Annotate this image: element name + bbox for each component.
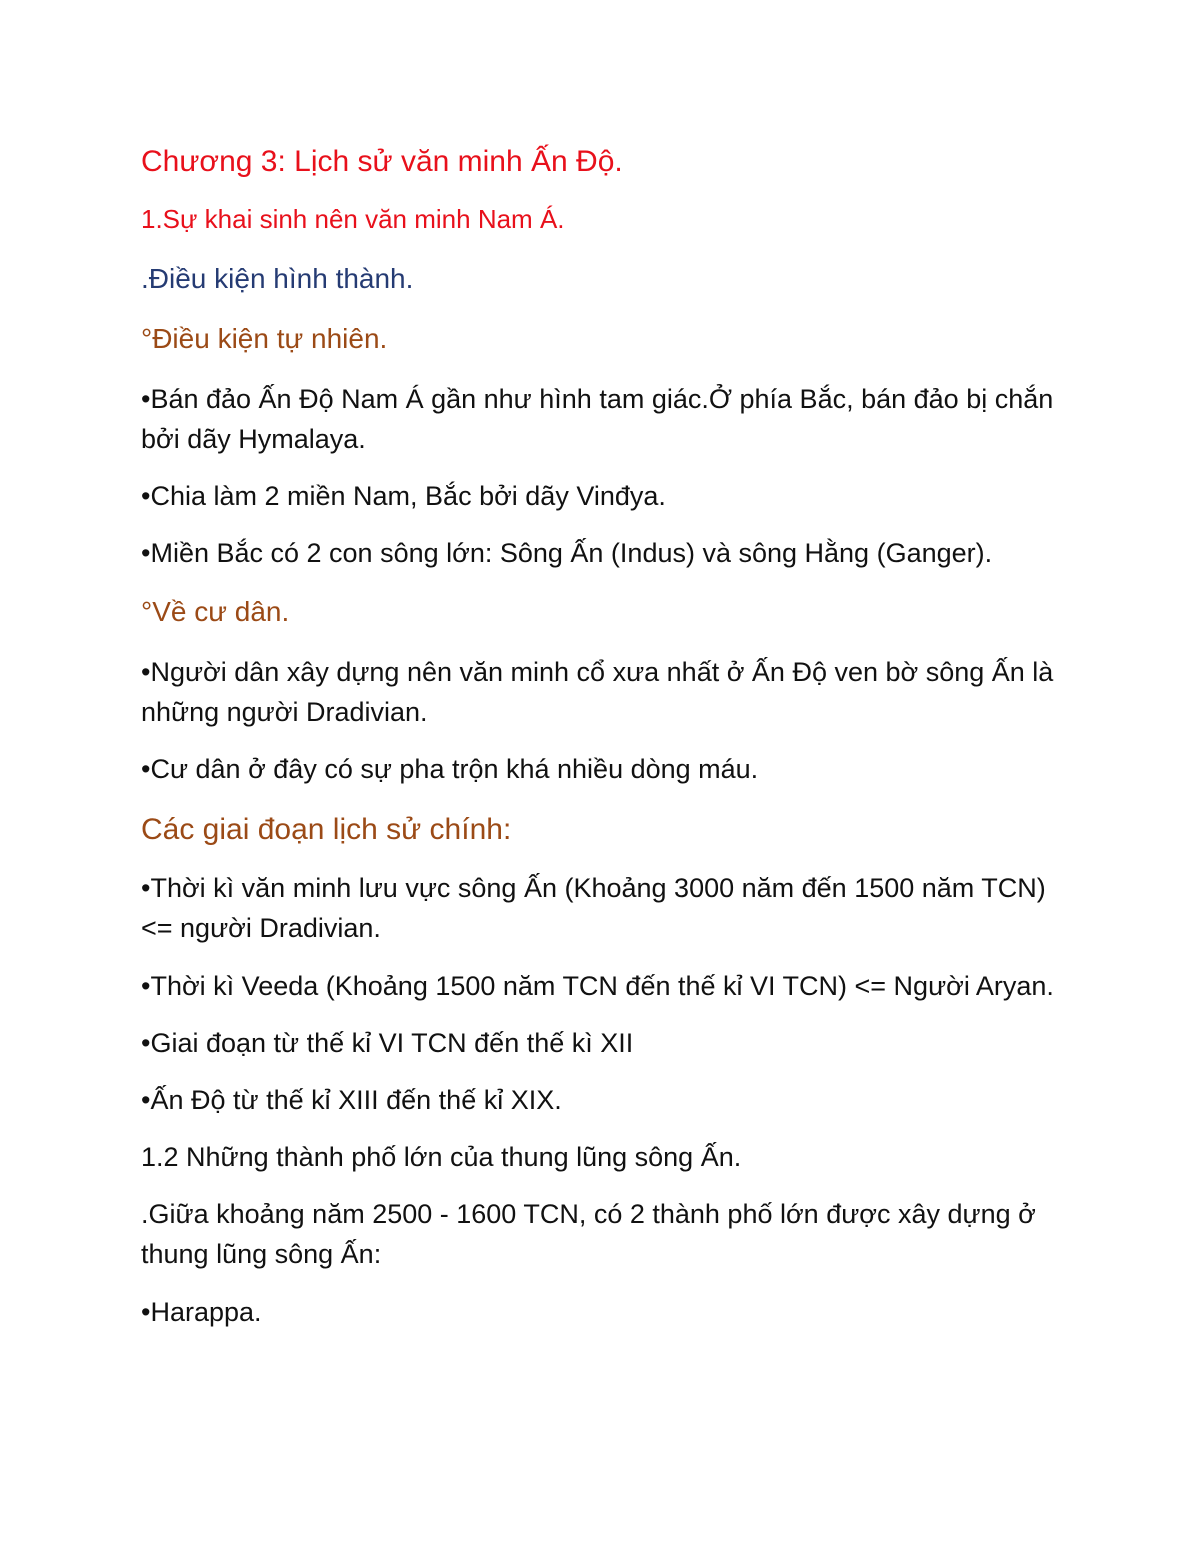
natural-point-2: •Chia làm 2 miền Nam, Bắc bởi dãy Vinđya. — [141, 481, 666, 511]
document-page — [141, 140, 1061, 1332]
periods-heading: Các giai đoạn lịch sử chính: — [141, 813, 512, 846]
period-point-3: •Giai đoạn từ thế kỉ VI TCN đến thế kì XII — [141, 1028, 634, 1058]
population-point-2: •Cư dân ở đây có sự pha trộn khá nhiều dòng máu. — [141, 754, 759, 784]
natural-point-1: •Bán đảo Ấn Độ Nam Á gần như hình tam giác.Ở phía Bắc, bán đảo bị chắn bởi dãy Hymalaya. — [141, 384, 1054, 454]
conditions-heading: .Điều kiện hình thành. — [141, 263, 414, 294]
section-1-2-heading: 1.2 Những thành phố lớn của thung lũng sông Ấn. — [141, 1142, 742, 1172]
section-1-heading: 1.Sự khai sinh nên văn minh Nam Á. — [141, 204, 565, 234]
period-point-1: •Thời kì văn minh lưu vực sông Ấn (Khoảng 3000 năm đến 1500 năm TCN) <= người Dradivian. — [141, 873, 1046, 943]
natural-conditions-heading: °Điều kiện tự nhiên. — [141, 323, 388, 354]
population-heading: °Về cư dân. — [141, 596, 290, 627]
population-point-1: •Người dân xây dựng nên văn minh cổ xưa nhất ở Ấn Độ ven bờ sông Ấn là những người Dradivian. — [141, 657, 1054, 727]
chapter-title: Chương 3: Lịch sử văn minh Ấn Độ. — [141, 145, 623, 178]
period-point-4: •Ấn Độ từ thế kỉ XIII đến thế kỉ XIX. — [141, 1085, 562, 1115]
cities-intro: .Giữa khoảng năm 2500 - 1600 TCN, có 2 thành phố lớn được xây dựng ở thung lũng sông Ấn: — [141, 1199, 1036, 1269]
natural-point-3: •Miền Bắc có 2 con sông lớn: Sông Ấn (Indus) và sông Hằng (Ganger). — [141, 538, 993, 568]
city-harappa: •Harappa. — [141, 1297, 262, 1327]
period-point-2: •Thời kì Veeda (Khoảng 1500 năm TCN đến thế kỉ VI TCN) <= Người Aryan. — [141, 971, 1054, 1001]
